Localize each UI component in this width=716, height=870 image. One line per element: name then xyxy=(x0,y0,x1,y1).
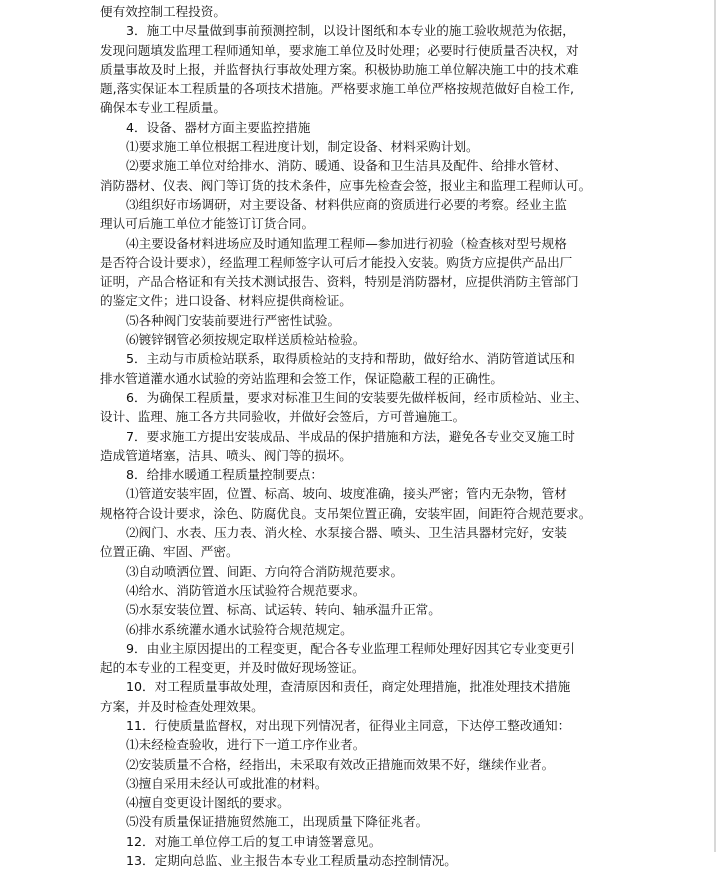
text-line: 发现问题填发监理工程师通知单，要求施工单位及时处理；必要时行使质量否决权，对 xyxy=(100,42,579,58)
text-line: 确保本专业工程质量。 xyxy=(100,100,226,116)
text-line: 理认可后施工单位才能签订订货合同。 xyxy=(100,216,315,232)
text-line: 4．设备、器材方面主要监控措施 xyxy=(126,119,311,135)
text-line: 规格符合设计要求，涂色、防腐优良。支吊架位置正确，安装牢固，间距符合规范要求。 xyxy=(100,505,592,521)
text-line: 是否符合设计要求），经监理工程师签字认可后才能投入安装。购货方应提供产品出厂 xyxy=(100,254,573,270)
text-line: 的鉴定文件；进口设备、材料应提供商检证。 xyxy=(100,293,352,309)
text-line: 11．行使质量监督权，对出现下列情况者，征得业主同意，下达停工整改通知： xyxy=(126,717,571,733)
text-line: ⑴管道安装牢固，位置、标高、坡向、坡度准确，接头严密；管内无杂物，管材 xyxy=(126,486,567,502)
text-line: 起的本专业的工程变更，并及时做好现场签证。 xyxy=(100,660,365,676)
text-line: 质量事故及时上报，并监督执行事故处理方案。积极协助施工单位解决施工中的技术难 xyxy=(100,61,579,77)
text-line: ⑵要求施工单位对给排水、消防、暖通、设备和卫生洁具及配件、给排水管材、 xyxy=(126,158,567,174)
text-line: ⑴未经检查验收，进行下一道工序作业者。 xyxy=(126,737,366,753)
text-line: 12．对施工单位停工后的复工申请签署意见。 xyxy=(126,833,382,849)
text-line: 9．由业主原因提出的工程变更，配合各专业监理工程师处理好因其它专业变更引 xyxy=(126,640,575,656)
text-line: ⑸水泵安装位置、标高、试运转、转向、轴承温升正常。 xyxy=(126,602,441,618)
text-line: 排水管道灌水通水试验的旁站监理和会签工作，保证隐蔽工程的正确性。 xyxy=(100,370,503,386)
text-line: 设计、监理、施工各方共同验收，并做好会签后，方可普遍施工。 xyxy=(100,409,466,425)
text-line: 题,落实保证本工程质量的各项技术措施。严格要求施工单位严格按规范做好自检工作, xyxy=(100,81,574,97)
text-line: 位置正确、牢固、严密。 xyxy=(100,544,239,560)
text-line: ⑶自动喷洒位置、间距、方向符合消防规范要求。 xyxy=(126,563,404,579)
text-line: 10．对工程质量事故处理，查清原因和责任，商定处理措施，批准处理技术措施 xyxy=(126,679,571,695)
text-line: ⑹镀锌钢管必须按规定取样送质检站检验。 xyxy=(126,332,366,348)
text-line: ⑶擅自采用未经认可或批准的材料。 xyxy=(126,775,328,791)
text-line: ⑶组织好市场调研，对主要设备、材料供应商的资质进行必要的考察。经业主监 xyxy=(126,196,567,212)
text-line: 消防器材、仪表、阀门等订货的技术条件，应事先检查会签，报业主和监理工程师认可。 xyxy=(100,177,592,193)
text-line: ⑸各种阀门安装前要进行严密性试验。 xyxy=(126,312,341,328)
text-line: ⑵阀门、水表、压力表、消火栓、水泵接合器、喷头、卫生洁具器材完好，安装 xyxy=(126,525,567,541)
text-line: 造成管道堵塞，洁具、喷头、阀门等的损坏。 xyxy=(100,447,352,463)
text-line: 证明，产品合格证和有关技术测试报告、资料，特别是消防器材，应提供消防主管部门 xyxy=(100,274,579,290)
text-line: ⑵安装质量不合格，经指出，未采取有效改正措施而效果不好，继续作业者。 xyxy=(126,756,555,772)
text-line: ⑷主要设备材料进场应及时通知监理工程师—参加进行初验（检查核对型号规格 xyxy=(126,235,567,251)
text-line: 3．施工中尽量做到事前预测控制，以设计图纸和本专业的施工验收规范为依据， xyxy=(126,23,575,39)
text-line: 便有效控制工程投资。 xyxy=(100,4,226,19)
text-line: 8．给排水暖通工程质量控制要点： xyxy=(126,467,323,483)
text-line: ⑴要求施工单位根据工程进度计划，制定设备、材料采购计划。 xyxy=(126,139,479,155)
text-line: ⑷擅自变更设计图纸的要求。 xyxy=(126,795,290,811)
text-line: 5．主动与市质检站联系，取得质检站的支持和帮助，做好给水、消防管道试压和 xyxy=(126,351,575,367)
text-line: 13．定期向总监、业主报告本专业工程质量动态控制情况。 xyxy=(126,853,457,869)
text-line: 6．为确保工程质量，要求对标准卫生间的安装要先做样板间，经市质检站、业主、 xyxy=(126,389,588,405)
document-body xyxy=(100,2,646,870)
text-line: ⑸没有质量保证措施贸然施工，出现质量下降征兆者。 xyxy=(126,814,429,830)
text-line: 方案，并及时检查处理效果。 xyxy=(100,698,264,714)
text-line: ⑹排水系统灌水通水试验符合规范规定。 xyxy=(126,621,353,637)
text-line: 7．要求施工方提出安装成品、半成品的保护措施和方法，避免各专业交叉施工时 xyxy=(126,428,575,444)
text-line: ⑷给水、消防管道水压试验符合规范要求。 xyxy=(126,582,366,598)
